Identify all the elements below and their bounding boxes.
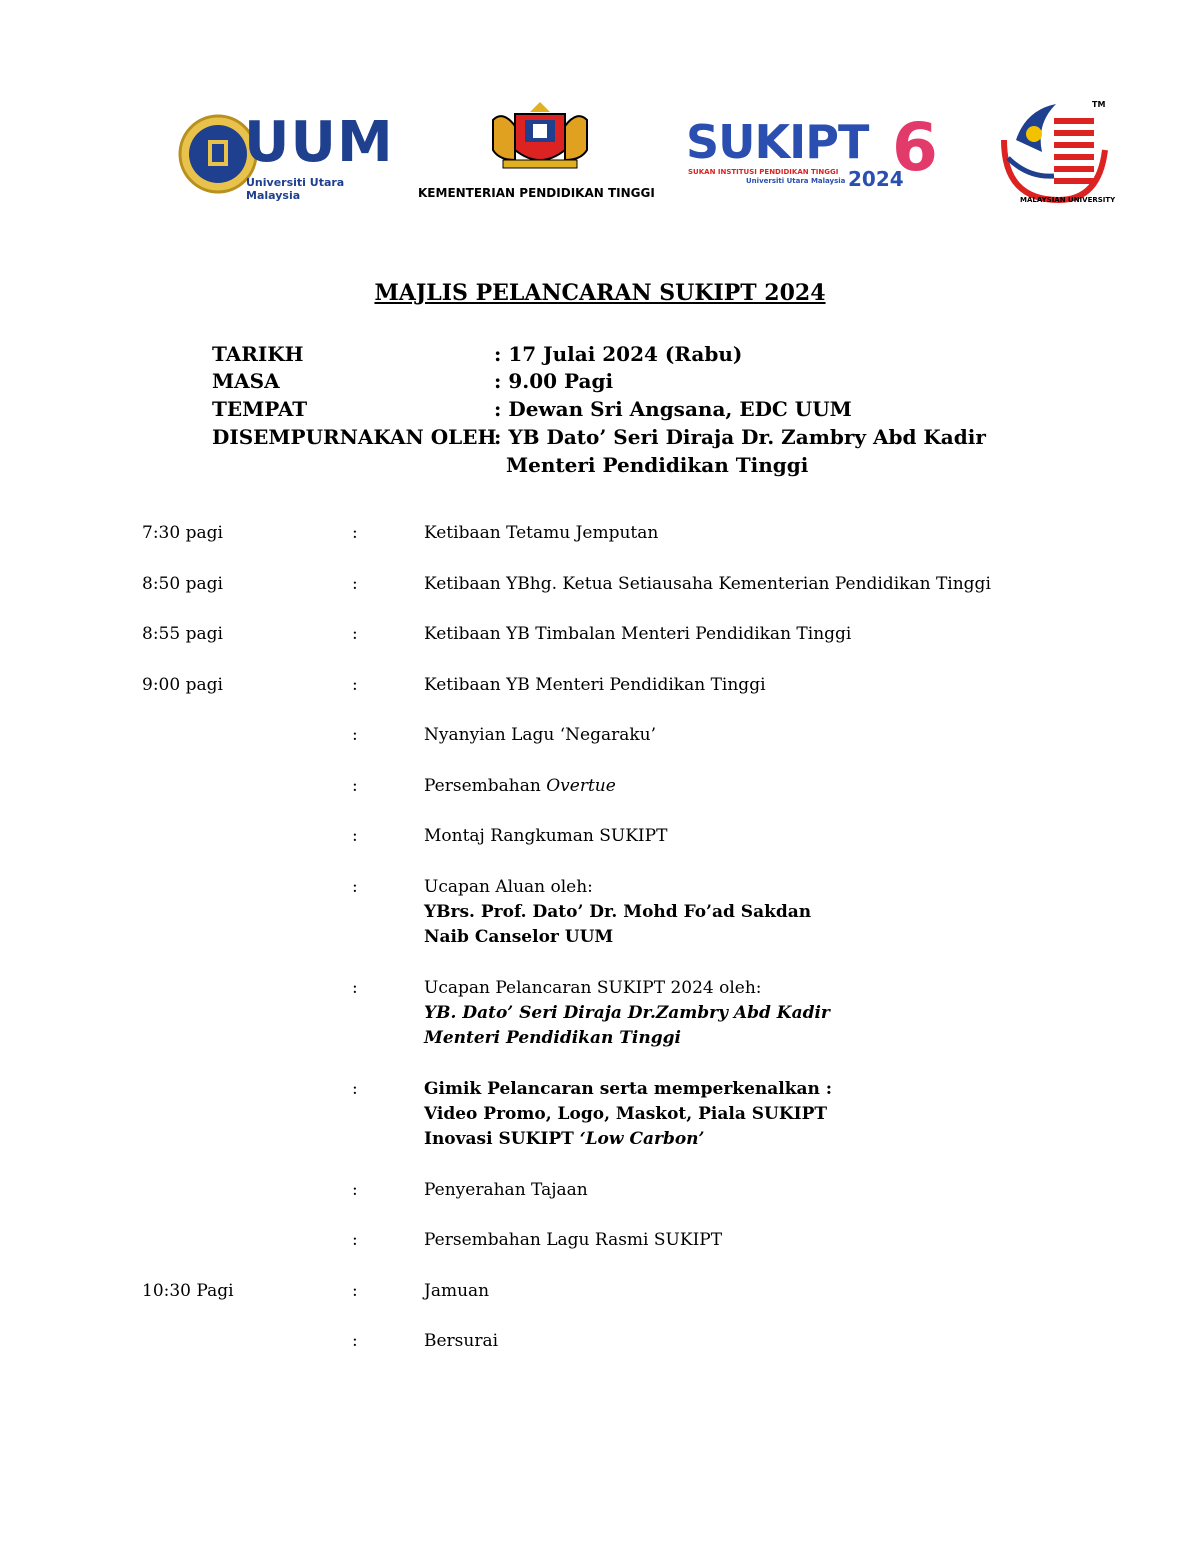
info-label-tempat: TEMPAT: [212, 397, 308, 421]
info-label-tarikh: TARIKH: [212, 342, 304, 366]
schedule-separator: :: [352, 523, 358, 543]
schedule-item-speaker: YBrs. Prof. Dato’ Dr. Mohd Fo’ad Sakdan: [424, 902, 812, 922]
schedule-item: Persembahan Lagu Rasmi SUKIPT: [424, 1230, 723, 1250]
kpt-caption: KEMENTERIAN PENDIDIKAN TINGGI: [418, 186, 655, 200]
schedule-time: 7:30 pagi: [142, 523, 223, 543]
schedule-separator: :: [352, 826, 358, 846]
schedule-separator: :: [352, 675, 358, 695]
schedule-separator: :: [352, 877, 358, 897]
schedule-item: [424, 773, 616, 799]
schedule-item: Nyanyian Lagu ‘Negaraku’: [424, 725, 657, 745]
sukipt-number: 6: [892, 109, 938, 186]
schedule-item-detail: [424, 1126, 704, 1152]
tm-mark: TM: [1092, 100, 1106, 109]
kpt-logo: [410, 100, 660, 200]
ring-text: MALAYSIAN UNIVERSITY: [1020, 196, 1116, 204]
info-value-tempat: : Dewan Sri Angsana, EDC UUM: [494, 397, 852, 421]
schedule-item: Ucapan Aluan oleh:: [424, 877, 593, 897]
info-label-disempurnakan: DISEMPURNAKAN OLEH: [212, 425, 497, 449]
schedule-separator: :: [352, 1230, 358, 1250]
schedule-separator: :: [352, 1281, 358, 1301]
schedule-item-detail: Video Promo, Logo, Maskot, Piala SUKIPT: [424, 1104, 828, 1124]
schedule-separator: :: [352, 1331, 358, 1351]
schedule-item: Gimik Pelancaran serta memperkenalkan :: [424, 1079, 833, 1099]
schedule-item: Ucapan Pelancaran SUKIPT 2024 oleh:: [424, 978, 762, 998]
schedule-separator: :: [352, 1180, 358, 1200]
schedule-item: Penyerahan Tajaan: [424, 1180, 588, 1200]
sukipt-line2: Universiti Utara Malaysia: [746, 177, 846, 185]
schedule-item: Ketibaan YB Timbalan Menteri Pendidikan Tinggi: [424, 624, 852, 644]
schedule-time: 10:30 Pagi: [142, 1281, 234, 1301]
coat-of-arms-icon: [485, 100, 595, 174]
schedule-item: Ketibaan YBhg. Ketua Setiausaha Kementerian Pendidikan Tinggi: [424, 574, 991, 594]
schedule-item-role: Menteri Pendidikan Tinggi: [424, 1028, 681, 1048]
sukipt-year: 2024: [848, 167, 904, 191]
schedule-time: 8:55 pagi: [142, 624, 223, 644]
schedule-separator: :: [352, 574, 358, 594]
schedule-item: Ketibaan Tetamu Jemputan: [424, 523, 659, 543]
schedule-separator: :: [352, 1079, 358, 1099]
info-value-disempurnakan-role: Menteri Pendidikan Tinggi: [506, 453, 809, 477]
schedule-item: Ketibaan YB Menteri Pendidikan Tinggi: [424, 675, 766, 695]
schedule-item-speaker: YB. Dato’ Seri Diraja Dr.Zambry Abd Kadir: [424, 1003, 830, 1023]
malaysian-university-logo: [994, 100, 1116, 212]
info-value-disempurnakan: : YB Dato’ Seri Diraja Dr. Zambry Abd Kadir: [494, 425, 986, 449]
sukipt-wordmark: SUKIPT: [686, 115, 869, 169]
schedule-item-role: Naib Canselor UUM: [424, 927, 614, 947]
schedule-separator: :: [352, 978, 358, 998]
schedule-item-italic: ‘Low Carbon’: [579, 1129, 705, 1149]
schedule-item-text: Persembahan: [424, 776, 547, 796]
uum-subtitle: Universiti Utara Malaysia: [246, 176, 345, 202]
uum-wordmark: UUM: [244, 110, 394, 175]
sukipt-logo: [686, 109, 946, 195]
schedule-item: Jamuan: [424, 1281, 490, 1301]
sukipt-line1: SUKAN INSTITUSI PENDIDIKAN TINGGI: [688, 168, 839, 176]
schedule-separator: :: [352, 725, 358, 745]
info-label-masa: MASA: [212, 369, 280, 393]
schedule-item: Bersurai: [424, 1331, 499, 1351]
uum-logo: [178, 110, 394, 202]
schedule-item-italic: Overtue: [546, 776, 616, 796]
schedule-time: 9:00 pagi: [142, 675, 223, 695]
schedule-item-text: Inovasi SUKIPT: [424, 1129, 580, 1149]
schedule-item: Montaj Rangkuman SUKIPT: [424, 826, 668, 846]
schedule-time: 8:50 pagi: [142, 574, 223, 594]
schedule-separator: :: [352, 776, 358, 796]
schedule-separator: :: [352, 624, 358, 644]
info-value-masa: : 9.00 Pagi: [494, 369, 614, 393]
page-title: MAJLIS PELANCARAN SUKIPT 2024: [374, 280, 826, 306]
info-value-tarikh: : 17 Julai 2024 (Rabu): [494, 342, 743, 366]
